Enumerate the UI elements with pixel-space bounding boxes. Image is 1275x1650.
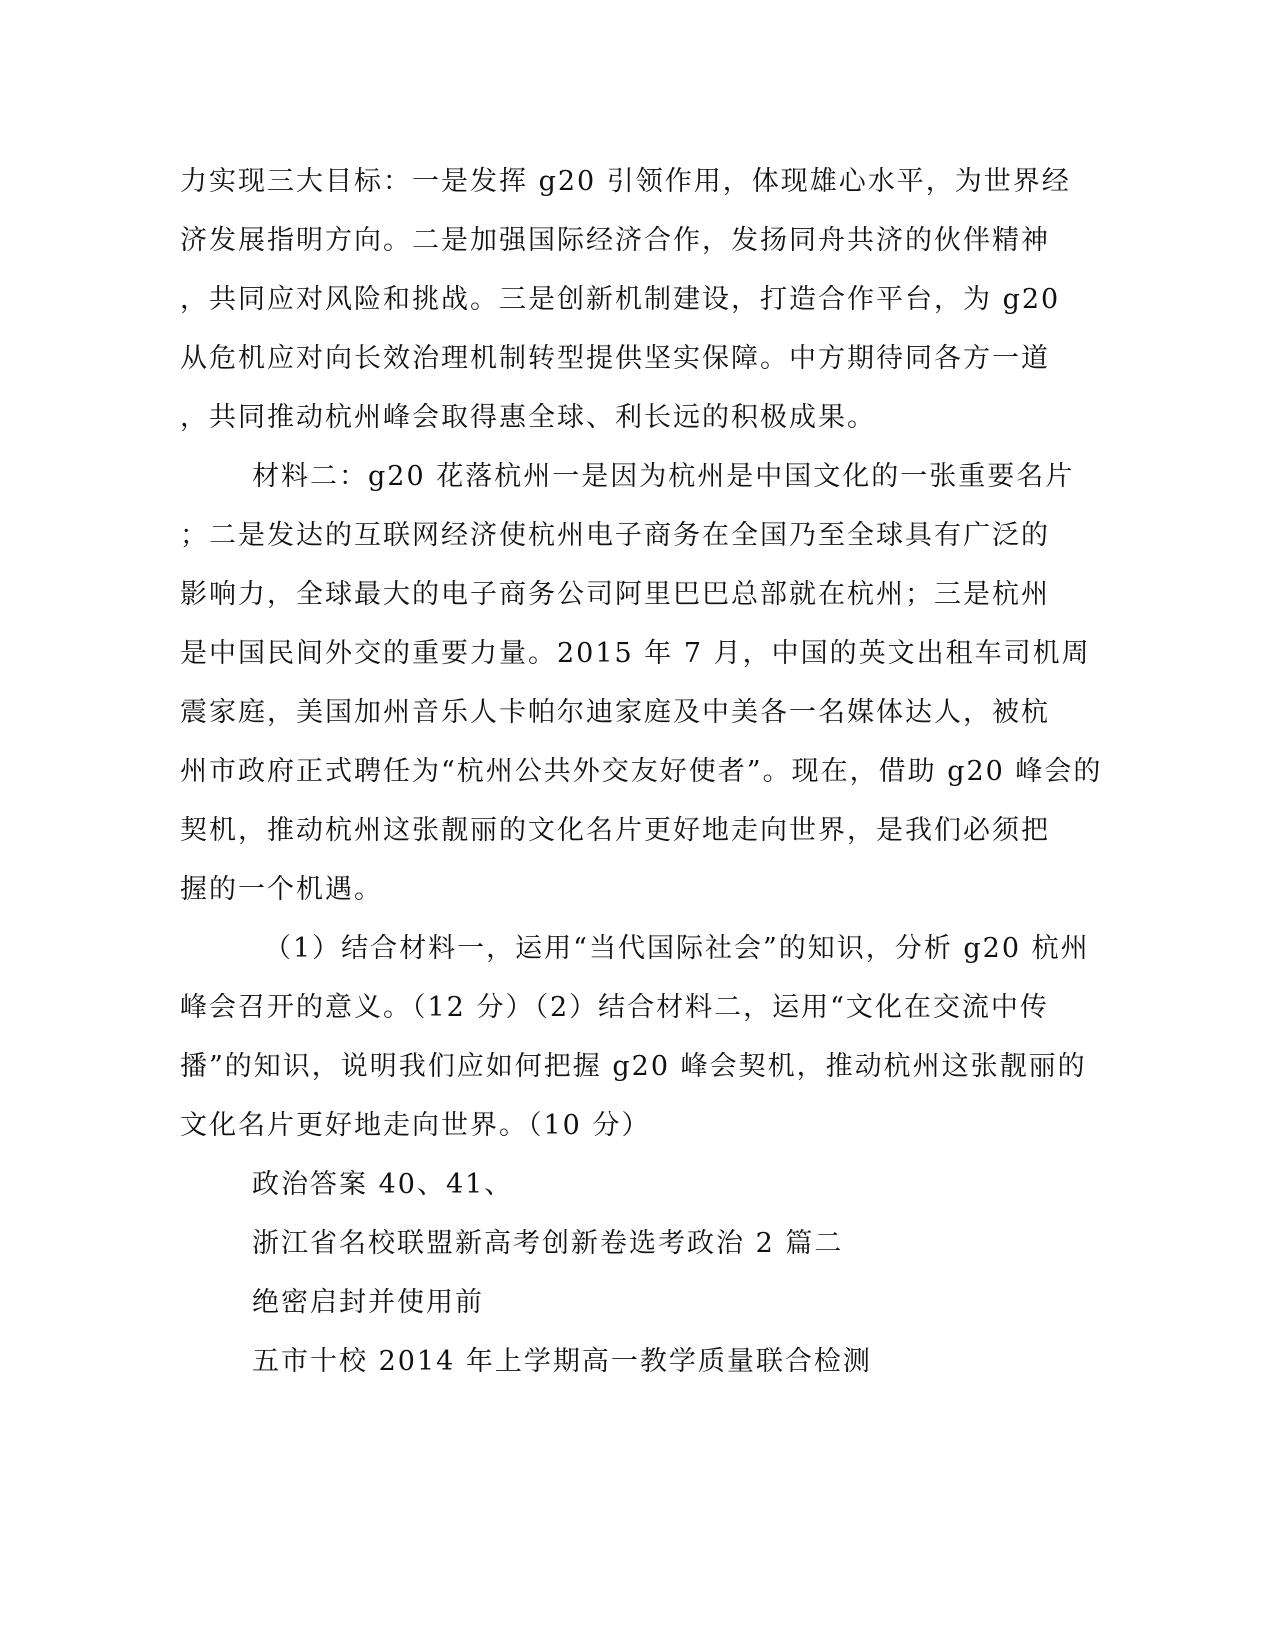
paragraph-line: ；二是发达的互联网经济使杭州电子商务在全国乃至全球具有广泛的 bbox=[180, 520, 1050, 551]
section-title: 浙江省名校联盟新高考创新卷选考政治 2 篇二 bbox=[252, 1228, 844, 1259]
paragraph-line: 从危机应对向长效治理机制转型提供坚实保障。中方期待同各方一道 bbox=[180, 343, 1050, 374]
paragraph-line: 济发展指明方向。二是加强国际经济合作，发扬同舟共济的伙伴精神 bbox=[180, 225, 1050, 256]
paragraph-line: ，共同推动杭州峰会取得惠全球、利长远的积极成果。 bbox=[180, 402, 876, 433]
paragraph-line: 契机，推动杭州这张靓丽的文化名片更好地走向世界，是我们必须把 bbox=[180, 815, 1050, 846]
paragraph-line: ，共同应对风险和挑战。三是创新机制建设，打造合作平台，为 g20 bbox=[180, 284, 1061, 315]
exam-title: 五市十校 2014 年上学期高一教学质量联合检测 bbox=[252, 1346, 872, 1377]
paragraph-line: 是中国民间外交的重要力量。2015 年 7 月，中国的英文出租车司机周 bbox=[180, 638, 1091, 669]
paragraph-line: 震家庭，美国加州音乐人卡帕尔迪家庭及中美各一名媒体达人，被杭 bbox=[180, 697, 1050, 728]
question-line: 峰会召开的意义。（12 分）（2）结合材料二，运用“文化在交流中传 bbox=[180, 992, 1049, 1023]
question-line: 文化名片更好地走向世界。（10 分） bbox=[180, 1110, 651, 1141]
confidential-notice: 绝密启封并使用前 bbox=[252, 1287, 484, 1318]
document-body bbox=[180, 160, 1103, 1399]
question-line: 播”的知识，说明我们应如何把握 g20 峰会契机，推动杭州这张靓丽的 bbox=[180, 1051, 1087, 1082]
paragraph-line: 握的一个机遇。 bbox=[180, 874, 383, 905]
answer-heading: 政治答案 40、41、 bbox=[252, 1169, 514, 1200]
paragraph-line: 力实现三大目标：一是发挥 g20 引领作用，体现雄心水平，为世界经 bbox=[180, 166, 1071, 197]
paragraph-line: 材料二：g20 花落杭州一是因为杭州是中国文化的一张重要名片 bbox=[252, 461, 1075, 492]
paragraph-line: 州市政府正式聘任为“杭州公共外交友好使者”。现在，借助 g20 峰会的 bbox=[180, 756, 1103, 787]
question-line: （1）结合材料一，运用“当代国际社会”的知识，分析 g20 杭州 bbox=[264, 933, 1090, 964]
paragraph-line: 影响力，全球最大的电子商务公司阿里巴巴总部就在杭州；三是杭州 bbox=[180, 579, 1050, 610]
